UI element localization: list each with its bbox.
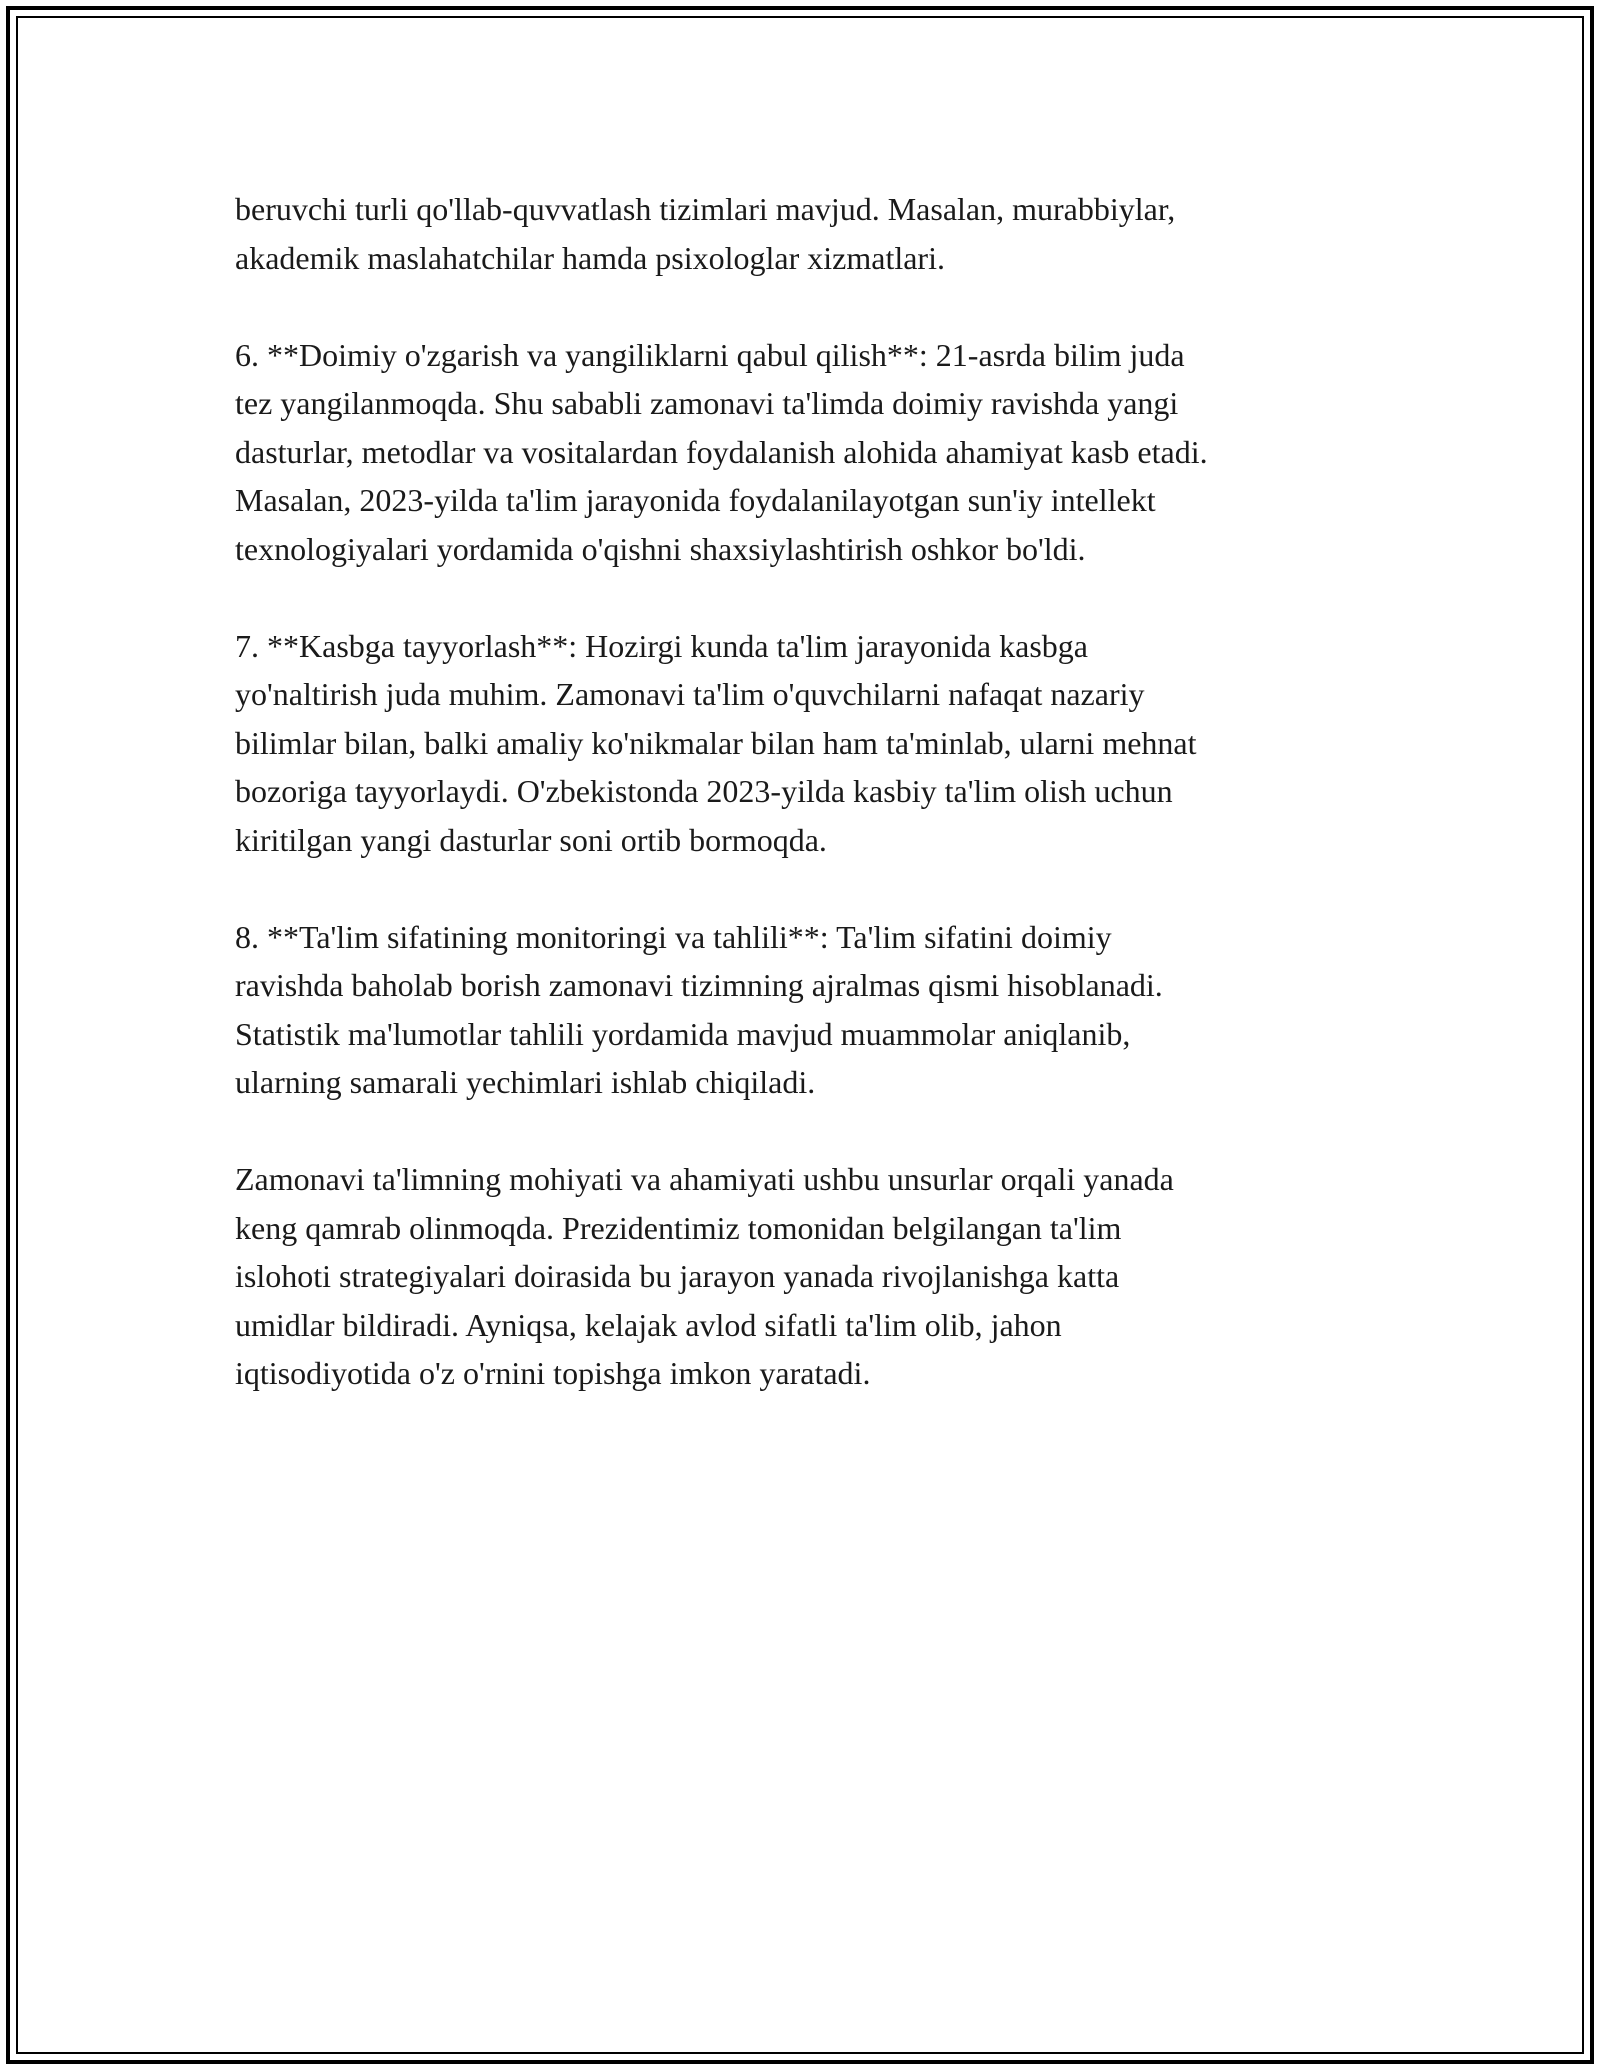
text-line: umidlar bildiradi. Ayniqsa, kelajak avlod sifatli ta'lim olib, jahon xyxy=(235,1306,1062,1343)
text-line: islohoti strategiyalari doirasida bu jarayon yanada rivojlanishga katta xyxy=(235,1258,1120,1294)
paragraph-item-7 xyxy=(235,622,1385,865)
text-line: 8. **Ta'lim sifatining monitoringi va tahlili**: Ta'lim sifatini doimiy xyxy=(235,918,1112,955)
paragraph-item-8 xyxy=(235,913,1385,1107)
text-line: texnologiyalari yordamida o'qishni shaxsiylashtirish oshkor bo'ldi. xyxy=(235,530,1086,567)
text-line: ravishda baholab borish zamonavi tizimning ajralmas qismi hisoblanadi. xyxy=(235,967,1163,1003)
text-line: kiritilgan yangi dasturlar soni ortib bormoqda. xyxy=(235,821,827,858)
text-line: Masalan, 2023-yilda ta'lim jarayonida foydalanilayotgan sun'iy intellekt xyxy=(235,482,1156,518)
paragraph-conclusion xyxy=(235,1155,1385,1398)
text-line: beruvchi turli qo'llab-quvvatlash tizimlari mavjud. Masalan, murabbiylar, xyxy=(235,191,1176,227)
text-line: dasturlar, metodlar va vositalardan foydalanish alohida ahamiyat kasb etadi. xyxy=(235,433,1208,470)
text-line: tez yangilanmoqda. Shu sababli zamonavi ta'limda doimiy ravishda yangi xyxy=(235,385,1179,421)
paragraph-item-6 xyxy=(235,331,1385,574)
text-line: akademik maslahatchilar hamda psixologlar xizmatlari. xyxy=(235,239,945,276)
paragraph-support-systems xyxy=(235,185,1385,282)
text-line: ularning samarali yechimlari ishlab chiqiladi. xyxy=(235,1064,816,1100)
text-line: yo'naltirish juda muhim. Zamonavi ta'lim o'quvchilarni nafaqat nazariy xyxy=(235,676,1145,712)
text-line: bilimlar bilan, balki amaliy ko'nikmalar bilan ham ta'minlab, ularni mehnat xyxy=(235,724,1197,761)
text-line: Statistik ma'lumotlar tahlili yordamida mavjud muammolar aniqlanib, xyxy=(235,1015,1131,1052)
text-line: keng qamrab olinmoqda. Prezidentimiz tomonidan belgilangan ta'lim xyxy=(235,1209,1122,1246)
document-body xyxy=(235,185,1385,1446)
text-line: Zamonavi ta'limning mohiyati va ahamiyati ushbu unsurlar orqali yanada xyxy=(235,1161,1174,1197)
text-line: 7. **Kasbga tayyorlash**: Hozirgi kunda ta'lim jarayonida kasbga xyxy=(235,627,1088,664)
text-line: iqtisodiyotida o'z o'rnini topishga imkon yaratadi. xyxy=(235,1355,871,1391)
text-line: bozoriga tayyorlaydi. O'zbekistonda 2023-yilda kasbiy ta'lim olish uchun xyxy=(235,773,1173,809)
text-line: 6. **Doimiy o'zgarish va yangiliklarni qabul qilish**: 21-asrda bilim juda xyxy=(235,336,1185,373)
